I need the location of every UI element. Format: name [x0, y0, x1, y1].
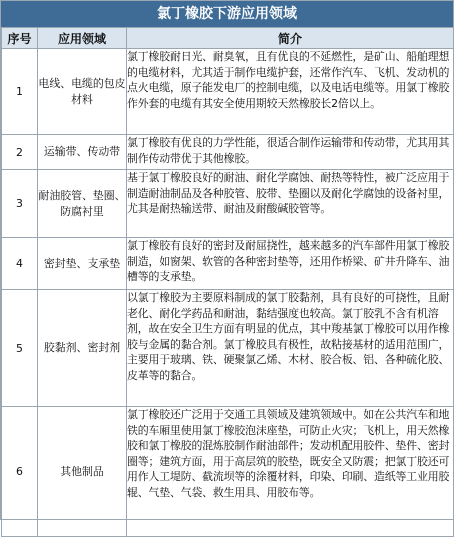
row-num: 1: [2, 49, 38, 135]
row-field: 胶黏剂、密封剂: [38, 290, 127, 407]
row-field: 运输带、传动带: [38, 135, 127, 170]
table-title: 氯丁橡胶下游应用领域: [1, 1, 453, 27]
row-field: 电线、电缆的包皮材料: [38, 49, 127, 135]
row-field: 密封垫、支承垫: [38, 238, 127, 290]
row-num: 6: [2, 407, 38, 537]
table-row: [2, 135, 454, 170]
header-num: 序号: [2, 28, 38, 49]
header-row: [2, 28, 454, 49]
row-desc: 氯丁橡胶耐日光、耐臭氧，且有优良的不延燃性，是矿山、船舶理想的电缆材料，尤其适于制作电缆护套，还常作汽车、飞机、发动机的点火电缆，原子能发电厂的控制电缆，以及电话电缆等。用氯丁橡胶作外套的电缆有其安全使用期较天然橡胶长2倍以上。: [127, 49, 454, 135]
application-table: [1, 27, 454, 537]
table-row: [2, 290, 454, 407]
table-row: [2, 238, 454, 290]
row-field: 耐油胶管、垫圈、防腐衬里: [38, 170, 127, 238]
row-num: 2: [2, 135, 38, 170]
row-num: 3: [2, 170, 38, 238]
row-desc: 以氯丁橡胶为主要原料制成的氯丁胶黏剂，具有良好的可挠性，且耐老化、耐化学药品和耐油，黏结强度也较高。氯丁胶乳不含有机溶剂，故在安全卫生方面有明显的优点，其中羧基氯丁橡胶可以用作橡胶与金属的黏合剂。氯丁橡胶具有极性，故粘接基材的适用范围广，主要用于玻璃、铁、硬聚氯乙烯、木材、胶合板、铝、各种硫化胶、皮革等的黏合。: [127, 290, 454, 407]
table-row: [2, 407, 454, 537]
row-num: 4: [2, 238, 38, 290]
row-num: 5: [2, 290, 38, 407]
table-row: [2, 49, 454, 135]
row-desc: 基于氯丁橡胶良好的耐油、耐化学腐蚀、耐热等特性，被广泛应用于制造耐油制品及各种胶管、胶带、垫圈以及耐化学腐蚀的设备衬里，尤其是耐热输送带、耐油及耐酸碱胶管等。: [127, 170, 454, 238]
row-desc: 氯丁橡胶有优良的力学性能，很适合制作运输带和传动带，尤其用其制作传动带优于其他橡胶。: [127, 135, 454, 170]
header-desc: 简介: [127, 28, 454, 49]
row-desc: 氯丁橡胶有良好的密封及耐屈挠性，越来越多的汽车部件用氯丁橡胶制造，如窗架、软管的各种密封垫等，还用作桥梁、矿井升降车、油槽等的支承垫。: [127, 238, 454, 290]
row-field: 其他制品: [38, 407, 127, 537]
table-row: [2, 170, 454, 238]
header-field: 应用领域: [38, 28, 127, 49]
row-desc: 氯丁橡胶还广泛用于交通工具领域及建筑领域中。如在公共汽车和地铁的车厢里使用氯丁橡胶泡沫座垫，可防止火灾；飞机上，用天然橡胶和氯丁橡胶的混炼胶制作耐油部件；发动机配用胶件、垫件、密封圈等；建筑方面，用于高层筑的胶垫，既安全又防震；把氯丁胶还可用作人工堤防、截流坝等的涂覆材料，印染、印刷、造纸等工业用胶辊、气垫、气袋、救生用具、用胶布等。: [127, 407, 454, 537]
